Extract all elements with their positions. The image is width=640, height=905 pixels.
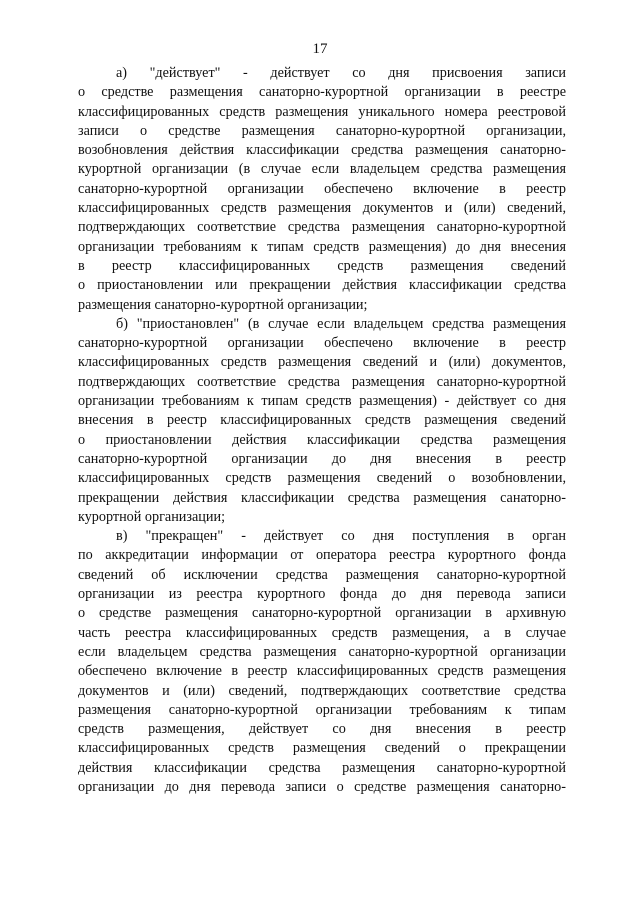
paragraph-line: по аккредитации информации от оператора реестра курортного фонда [78, 547, 566, 564]
page-number: 17 [312, 41, 328, 57]
paragraph-line: внесения в реестр классифицированных средств размещения сведений [78, 412, 566, 429]
paragraph-line: классифицированных средств размещения уникального номера реестровой [78, 103, 566, 120]
paragraph-line: возобновления действия классификации средства размещения санаторно- [78, 142, 566, 159]
paragraph-line: а) "действует" - действует со дня присвоения записи [116, 65, 566, 81]
paragraph-line: о приостановлении или прекращении действия классификации средства [78, 277, 566, 294]
paragraph-line: размещения санаторно-курортной организации; [78, 296, 368, 313]
paragraph-line: в) "прекращен" - действует со дня поступления в орган [116, 528, 566, 545]
paragraph-line: о приостановлении действия классификации средства размещения [78, 431, 566, 448]
paragraph-line: подтверждающих соответствие средства размещения санаторно-курортной [78, 219, 566, 236]
paragraph-line: классифицированных средств размещения документов и (или) сведений, [78, 200, 566, 217]
paragraph-line: санаторно-курортной организации обеспечено включение в реестр [78, 180, 566, 197]
document-body [78, 64, 566, 797]
paragraph-line: в реестр классифицированных средств размещения сведений [78, 257, 566, 274]
paragraph-line: организации до дня перевода записи о средстве размещения санаторно- [78, 778, 566, 795]
paragraph-b [78, 315, 566, 527]
paragraph-line: организации требованиям к типам средств размещения) до дня внесения [78, 238, 566, 255]
paragraph-line: организации требованиям к типам средств размещения) - действует со дня [78, 393, 566, 410]
paragraph-line: санаторно-курортной организации обеспечено включение в реестр [78, 335, 566, 352]
paragraph-line: классифицированных средств размещения сведений о возобновлении, [78, 470, 566, 487]
paragraph-line: прекращении действия классификации средства размещения санаторно- [78, 489, 566, 506]
paragraph-line: обеспечено включение в реестр классифицированных средств размещения [78, 663, 566, 680]
paragraph-line: классифицированных средств размещения сведений о прекращении [78, 740, 566, 757]
paragraph-line: размещения санаторно-курортной организации требованиям к типам [78, 701, 566, 718]
paragraph-line: санаторно-курортной организации до дня внесения в реестр [78, 450, 566, 467]
paragraph-line: часть реестра классифицированных средств размещения, а в случае [78, 624, 566, 641]
paragraph-a [78, 64, 566, 315]
paragraph-line: о средстве размещения санаторно-курортной организации в реестре [78, 84, 566, 101]
paragraph-line: о средстве размещения санаторно-курортной организации в архивную [78, 605, 566, 622]
paragraph-line: сведений об исключении средства размещения санаторно-курортной [78, 566, 566, 583]
paragraph-line: если владельцем средства размещения санаторно-курортной организации [78, 643, 566, 660]
paragraph-line: документов и (или) сведений, подтверждающих соответствие средства [78, 682, 566, 699]
paragraph-line: курортной организации (в случае если владельцем средства размещения [78, 161, 566, 178]
paragraph-line: действия классификации средства размещения санаторно-курортной [78, 759, 566, 776]
paragraph-v [78, 527, 566, 797]
paragraph-line: классифицированных средств размещения сведений и (или) документов, [78, 354, 566, 371]
paragraph-line: б) "приостановлен" (в случае если владельцем средства размещения [116, 315, 566, 332]
paragraph-line: средств размещения, действует со дня внесения в реестр [78, 721, 566, 738]
paragraph-line: организации из реестра курортного фонда до дня перевода записи [78, 586, 566, 603]
paragraph-line: подтверждающих соответствие средства размещения санаторно-курортной [78, 373, 566, 390]
paragraph-line: записи о средстве размещения санаторно-курортной организации, [78, 122, 566, 139]
paragraph-line: курортной организации; [78, 508, 226, 525]
